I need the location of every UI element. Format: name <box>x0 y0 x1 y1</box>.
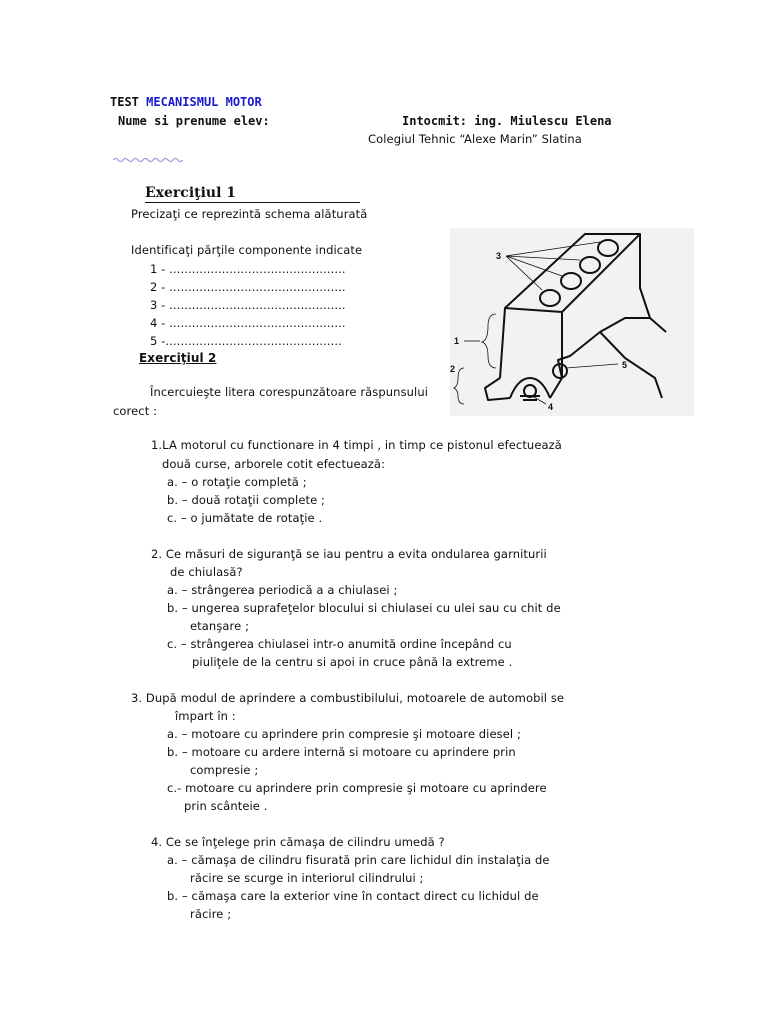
answer-line-4: 4 - ............................................... <box>150 316 346 330</box>
answer-line-3: 3 - ............................................... <box>150 298 346 312</box>
figure-label-5: 5 <box>622 360 628 370</box>
q1-line1: 1.LA motorul cu functionare in 4 timpi , in timp ce pistonul efectuează <box>151 438 562 452</box>
q4-option-b: b. – cămaşa care la exterior vine în contact direct cu lichidul de <box>167 889 539 903</box>
figure-label-3: 3 <box>496 251 502 261</box>
q4-option-a-cont: răcire se scurge in interiorul cilindrului ; <box>190 871 424 885</box>
exercise-1-instruction: Precizaţi ce reprezintă schema alăturată <box>131 207 368 221</box>
answer-line-2: 2 - ............................................... <box>150 280 346 294</box>
q3-option-b: b. – motoare cu ardere internă si motoare cu aprindere prin <box>167 745 516 759</box>
figure-label-2: 2 <box>450 364 456 374</box>
q4-line1: 4. Ce se înţelege prin cămaşa de cilindru umedă ? <box>151 835 445 849</box>
q2-option-c-cont: piuliţele de la centru si apoi in cruce până la extreme . <box>192 655 513 669</box>
q2-option-b-cont: etanşare ; <box>190 619 250 633</box>
q3-option-c: c.- motoare cu aprindere prin compresie şi motoare cu aprindere <box>167 781 547 795</box>
author-line: Intocmit: ing. Miulescu Elena <box>402 114 612 128</box>
q1-option-a: a. – o rotaţie completă ; <box>167 475 307 489</box>
q2-line1: 2. Ce măsuri de siguranţă se iau pentru a evita ondularea garniturii <box>151 547 547 561</box>
exercise-1-underline <box>145 202 360 203</box>
exercise-2-instruction-cont: corect : <box>113 404 158 418</box>
figure-label-1: 1 <box>454 336 460 346</box>
q4-option-a: a. – cămaşa de cilindru fisurată prin care lichidul din instalaţia de <box>167 853 550 867</box>
q4-option-b-cont: răcire ; <box>190 907 232 921</box>
q3-option-b-cont: compresie ; <box>190 763 259 777</box>
answer-line-1: 1 - ............................................... <box>150 262 346 276</box>
q2-line2: de chiulasă? <box>170 565 243 579</box>
school-line: Colegiul Tehnic “Alexe Marin” Slatina <box>368 132 582 146</box>
q2-option-a: a. – strângerea periodică a a chiulasei ; <box>167 583 398 597</box>
figure-label-4: 4 <box>548 402 554 412</box>
q1-line2: două curse, arborele cotit efectuează: <box>162 457 386 471</box>
q2-option-b: b. – ungerea suprafeţelor blocului si chiulasei cu ulei sau cu chit de <box>167 601 561 615</box>
decorative-squiggle <box>113 156 183 164</box>
exercise-2-title: Exerciţiul 2 <box>139 351 217 365</box>
student-name-label: Nume si prenume elev: <box>118 114 270 128</box>
test-word: TEST <box>110 95 139 109</box>
exercise-1-title: Exerciţiul 1 <box>145 185 237 201</box>
answer-line-5: 5 -............................................... <box>150 334 342 348</box>
exercise-1-identify: Identificaţi părţile componente indicate <box>131 243 363 257</box>
q3-option-c-cont: prin scânteie . <box>184 799 268 813</box>
q1-option-b: b. – două rotaţii complete ; <box>167 493 326 507</box>
q3-line2: împart în : <box>175 709 236 723</box>
test-title: MECANISMUL MOTOR <box>146 95 262 109</box>
q3-line1: 3. După modul de aprindere a combustibilului, motoarele de automobil se <box>131 691 565 705</box>
q1-option-c: c. – o jumătate de rotaţie . <box>167 511 323 525</box>
q2-option-c: c. – strângerea chiulasei intr-o anumită ordine începând cu <box>167 637 512 651</box>
engine-block-figure <box>450 228 694 416</box>
q3-option-a: a. – motoare cu aprindere prin compresie şi motoare diesel ; <box>167 727 521 741</box>
exercise-2-instruction: Încercuieşte litera corespunzătoare răspunsului <box>150 385 429 399</box>
test-heading <box>110 95 262 109</box>
